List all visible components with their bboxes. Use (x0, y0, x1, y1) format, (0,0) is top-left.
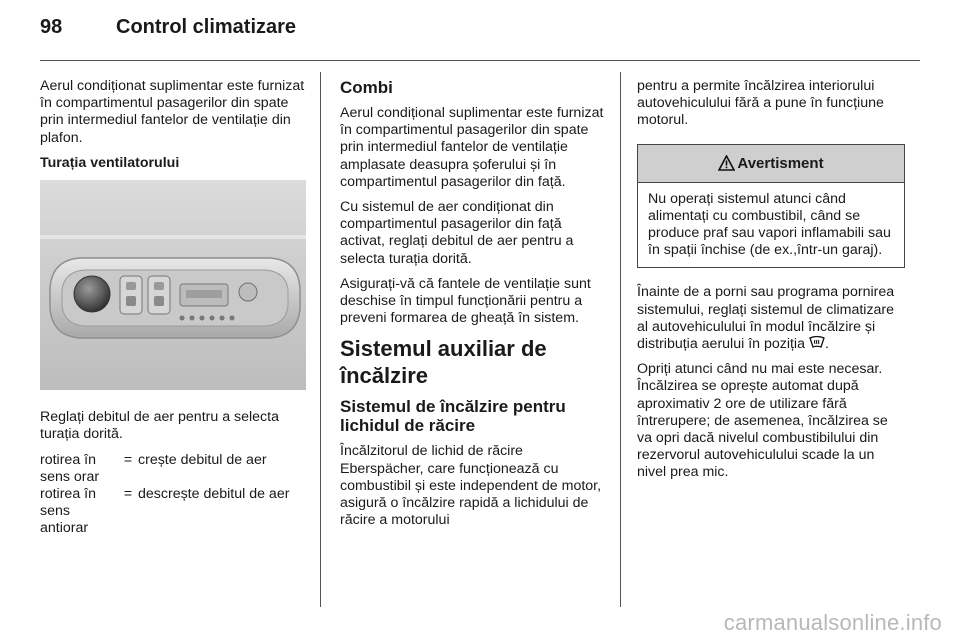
page-header (40, 16, 920, 52)
table-cell-result: crește debitul de aer (138, 451, 267, 468)
column-1 (40, 78, 306, 538)
table-row (40, 452, 306, 486)
combi-paragraph: Aerul condițional suplimentar este furnizat în compartimentul pasagerilor din spate prin intermediul fantelor de ventilație amplasate deasupra șoferului și în compartimentul pasagerilor din față. (340, 105, 604, 190)
column-divider (620, 72, 621, 607)
warning-box (637, 144, 905, 269)
intro-paragraph: Aerul condiționat suplimentar este furnizat în compartimentul pasagerilor din spate prin intermediul fantelor de ventilație din plafon. (40, 78, 305, 146)
table-cell-equals: = (123, 451, 133, 468)
column-divider (320, 72, 321, 607)
paragraph: Cu sistemul de aer condiționat din compartimentul pasagerilor din față activat, reglați debitul de aer pentru a selecta turația dorită. (340, 199, 574, 267)
header-divider (40, 60, 920, 61)
subsection-heading: Sistemul de încălzire pentru lichidul de răcire (340, 397, 566, 436)
watermark: carmanualsonline.info (723, 610, 942, 635)
paragraph: Asigurați-vă că fantele de ventilație sunt deschise în timpul funcționării pentru a preveni formarea de gheață în sistem. (340, 275, 591, 327)
paragraph-end: . (824, 336, 829, 353)
paragraph: Încălzitorul de lichid de răcire Eberspächer, care funcționează cu combustibil și este independent de motor, asigură o încălzire rapidă a lichidului de răcire a motorului (340, 443, 602, 529)
paragraph: pentru a permite încălzirea interiorului autovehiculului fără a pune în funcțiune motorul. (637, 78, 884, 129)
defrost-windscreen-icon (809, 336, 825, 349)
fan-control-panel-photo (40, 180, 306, 390)
rotation-table (40, 452, 306, 538)
table-cell-result: descrește debitul de aer (138, 486, 290, 503)
combi-heading: Combi (340, 78, 393, 97)
image-caption: Reglați debitul de aer pentru a selecta turația dorită. (40, 409, 279, 443)
paragraph (637, 284, 905, 353)
table-cell-equals: = (123, 486, 133, 503)
column-3 (637, 78, 905, 490)
table-row (40, 486, 306, 538)
section-heading: Sistemul auxiliar de încălzire (340, 336, 547, 389)
warning-text: Nu operați sistemul atunci când alimentați cu combustibil, când se produce praf sau vapori inflamabili sau în spații închise (de ex.,într-un garaj). (648, 190, 891, 259)
column-2 (340, 78, 605, 537)
table-cell-action: rotirea în sens orar (40, 451, 100, 485)
chapter-title: Control climatizare (116, 16, 297, 38)
warning-triangle-icon (718, 155, 735, 171)
fan-speed-heading: Turația ventilatorului (40, 154, 180, 171)
warning-header (638, 145, 904, 183)
table-cell-action: rotirea în sens antiorar (40, 486, 96, 537)
page-number: 98 (40, 16, 63, 38)
paragraph-text: Înainte de a porni sau programa pornirea sistemului, reglați sistemul de climatizare al autovehiculului în modul încălzire și distribuția aerului în poziția (637, 284, 895, 353)
warning-title: Avertisment (737, 154, 824, 172)
paragraph: Opriți atunci când nu mai este necesar. Încălzirea se oprește automat după aproximativ 2 ore de utilizare fără întrerupere; de asemenea, încălzirea se va opri dacă nivelul combustibilului din rezervorul autovehiculului scade la un nivel prea mic. (637, 361, 888, 481)
